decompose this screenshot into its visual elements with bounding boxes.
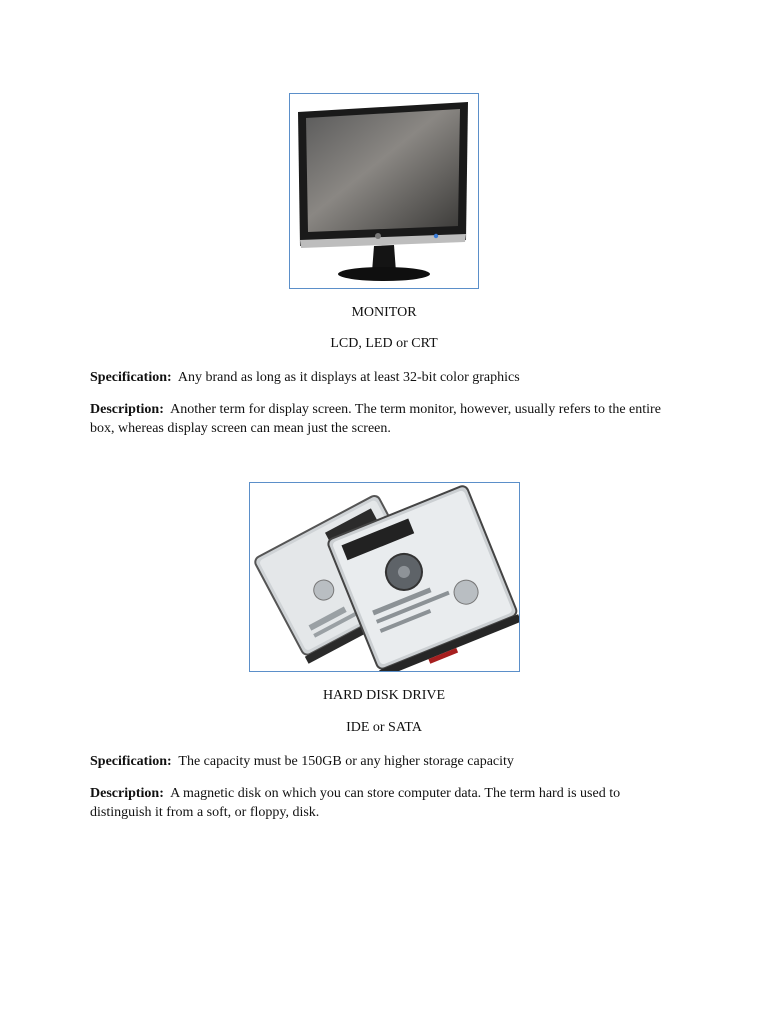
hdd-description bbox=[90, 784, 680, 822]
desc-text: Another term for display screen. The term monitor, however, usually refers to the entire box, whereas display screen can mean just the screen. bbox=[90, 402, 661, 436]
hdd-types: IDE or SATA bbox=[346, 720, 422, 735]
hdd-specification bbox=[90, 752, 680, 771]
monitor-title: MONITOR bbox=[351, 305, 417, 320]
spec-text: The capacity must be 150GB or any higher storage capacity bbox=[178, 754, 514, 769]
monitor-specification bbox=[90, 368, 680, 387]
desc-text: A magnetic disk on which you can store computer data. The term hard is used to distinguish it from a soft, or floppy, disk. bbox=[90, 786, 621, 820]
desc-label: Description: bbox=[90, 402, 164, 417]
hard-disk-image bbox=[249, 482, 520, 672]
monitor-description bbox=[90, 400, 680, 438]
spec-label: Specification: bbox=[90, 370, 172, 385]
hdd-title: HARD DISK DRIVE bbox=[322, 688, 446, 703]
desc-label: Description: bbox=[90, 786, 164, 801]
spec-text: Any brand as long as it displays at least 32-bit color graphics bbox=[177, 370, 520, 385]
monitor-types: LCD, LED or CRT bbox=[330, 336, 438, 351]
spec-label: Specification: bbox=[90, 754, 172, 769]
monitor-icon bbox=[290, 94, 478, 288]
monitor-image bbox=[289, 93, 479, 289]
hard-disk-icon bbox=[250, 483, 519, 671]
